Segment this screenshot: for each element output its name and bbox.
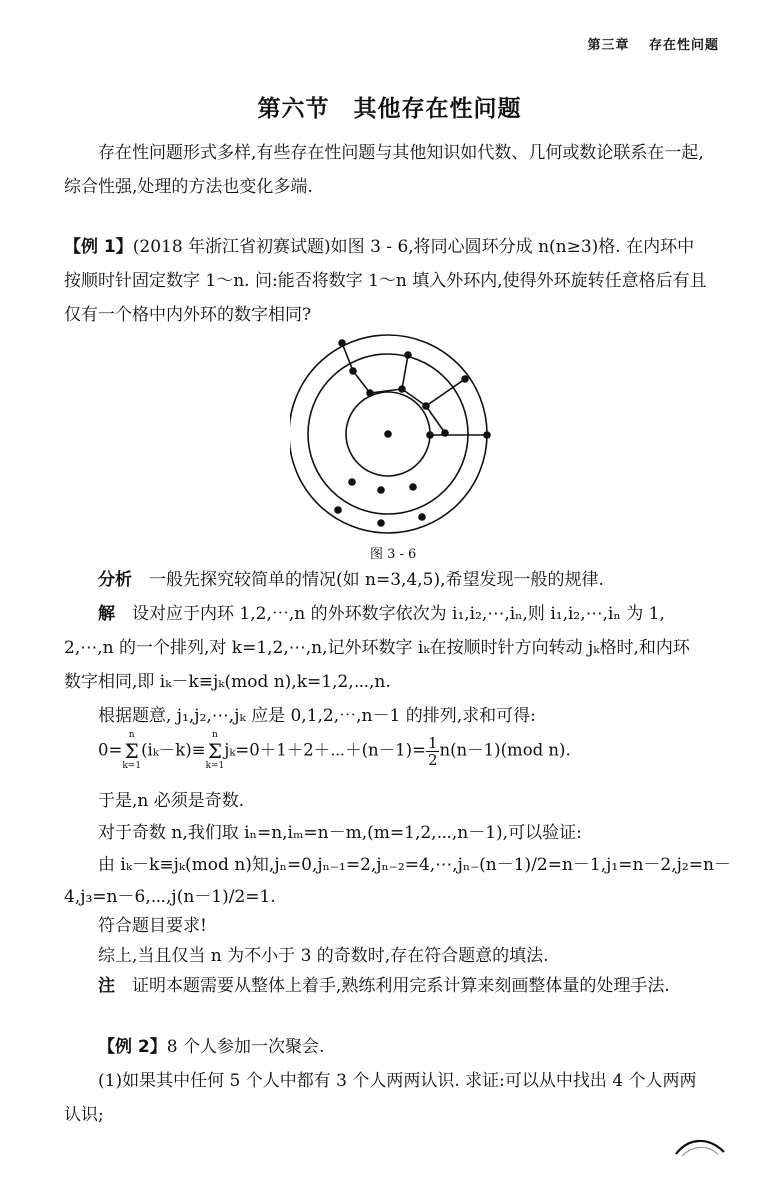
solution-text: 设对应于内环 1,2,⋯,n 的外环数字依次为 i₁,i₂,⋯,iₙ,则 i₁,i₂,⋯,iₙ 为 1, [132,604,665,624]
node-dot [483,431,491,439]
ellipsis-dot [348,478,356,486]
solution-line-8: 4,j₃=n－6,⋯,j(n－1)/2=1. [64,887,276,907]
sum-operator: n Σ k=1 [122,730,142,771]
node-dot [441,429,449,437]
page-curl-icon [672,1134,732,1174]
solution-line-2: 2,⋯,n 的一个排列,对 k=1,2,⋯,n,记外环数字 iₖ在按顺时针方向转动 jₖ格时,和内环 [64,638,690,658]
ellipsis-dot [409,483,417,491]
node-dot [426,431,434,439]
note-line [98,969,670,1003]
sum-operator-2: n Σ k=1 [205,730,225,771]
note-text: 证明本题需要从整体上着手,熟练利用完系计算来刻画整体量的处理手法. [132,976,670,996]
solution-line-1 [98,597,665,631]
example2-line-2: (1)如果其中任何 5 个人中都有 3 个人两两认识. 求证:可以从中找出 4 个人两两 [98,1071,697,1091]
analysis-line [98,563,604,597]
frac-den: 2 [427,750,438,769]
solution-line-3: 数字相同,即 iₖ－k≡jₖ(mod n),k=1,2,⋯,n. [64,672,391,692]
example2-label: 【例 2】 [98,1037,167,1057]
solution-line-7: 由 iₖ－k≡jₖ(mod n)知,jₙ=0,jₙ₋₁=2,jₙ₋₂=4,⋯,jₙ₋(n－1)/2=n－1,j₁=n－2,j₂=n－ [98,855,731,875]
solution-line-4: 根据题意, j₁,j₂,⋯,jₖ 应是 0,1,2,⋯,n－1 的排列,求和可得: [98,706,536,726]
sum-lower: k=1 [122,761,142,771]
node-dot [338,339,346,347]
analysis-text: 一般先探究较简单的情况(如 n=3,4,5),希望发现一般的规律. [149,570,604,590]
solution-line-6: 对于奇数 n,我们取 iₙ=n,iₘ=n－m,(m=1,2,⋯,n－1),可以验证: [98,823,582,843]
ellipsis-dot [377,519,385,527]
example1-text: (2018 年浙江省初赛试题)如图 3 - 6,将同心圆环分成 n(n≥3)格. 在内环中 [132,237,695,257]
eq-right: n(n－1)(mod n). [439,740,571,760]
node-dot [398,385,406,393]
sum-equation [98,730,571,772]
divider [426,379,465,406]
eq-mid1: (iₖ－k)≡ [141,740,206,760]
figure-caption: 图 3 - 6 [370,547,417,562]
ellipsis-dot [418,513,426,521]
node-dot [349,367,357,375]
intro-line-1: 存在性问题形式多样,有些存在性问题与其他知识如代数、几何或数论联系在一起, [98,143,704,163]
example2-text: 8 个人参加一次聚会. [166,1037,325,1057]
note-label: 注 [98,976,115,996]
ellipsis-dot [377,486,385,494]
center-dot [384,430,392,438]
example2-line-3: 认识; [64,1105,104,1125]
solution-line-10: 综上,当且仅当 n 为不小于 3 的奇数时,存在符合题意的填法. [98,946,549,966]
solution-line-5: 于是,n 必须是奇数. [98,791,245,811]
divider [426,406,445,433]
node-dot [366,389,374,397]
analysis-label: 分析 [98,570,132,590]
example1-line-1 [64,230,694,264]
node-dot [404,351,412,359]
divider [402,389,426,406]
ellipsis-dot [334,506,342,514]
node-dot [422,402,430,410]
header-topic: 存在性问题 [648,38,719,53]
sum-lower-2: k=1 [205,761,225,771]
frac-num: 1 [427,733,438,752]
eq-mid2: jₖ=0＋1＋2＋⋯＋(n－1)= [224,740,426,760]
solution-label: 解 [98,604,115,624]
example1-line-3: 仅有一个格中内外环的数字相同? [64,305,312,325]
eq-left: 0= [98,740,123,760]
example1-label: 【例 1】 [64,237,133,257]
divider [402,355,408,389]
solution-line-9: 符合题目要求! [98,916,207,936]
header-chapter: 第三章 [587,38,630,53]
sum-upper: n [128,730,135,740]
fraction-half [426,735,440,768]
section-title: 第六节 其他存在性问题 [257,96,522,122]
intro-line-2: 综合性强,处理的方法也变化多端. [64,177,313,197]
concentric-ring-figure [290,330,510,540]
divider [353,371,370,393]
sum-upper-2: n [212,730,218,740]
node-dot [461,375,469,383]
running-header [587,34,719,53]
example1-line-2: 按顺时针固定数字 1～n. 问:能否将数字 1～n 填入外环内,使得外环旋转任意格后有且 [64,271,707,291]
example2-line-1 [98,1030,324,1064]
